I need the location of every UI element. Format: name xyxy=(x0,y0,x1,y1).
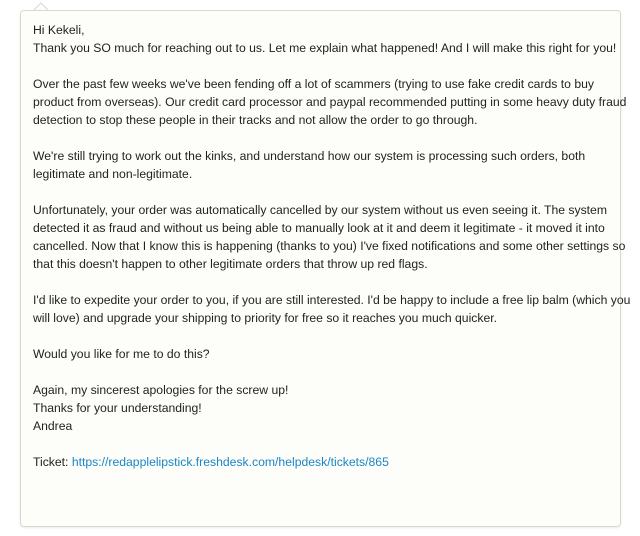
paragraph-line: cancelled. Now that I know this is happening (thanks to you) I've fixed notifications and some other settings so xyxy=(33,239,626,253)
paragraph-line: Would you like for me to do this? xyxy=(33,347,210,361)
signature: Andrea xyxy=(33,419,73,433)
ticket-link[interactable]: https://redapplelipstick.freshdesk.com/helpdesk/tickets/865 xyxy=(71,455,389,469)
paragraph-line: product from overseas). Our credit card processor and paypal recommended putting in some heavy duty fraud xyxy=(33,95,627,109)
greeting: Hi Kekeli, xyxy=(33,23,85,37)
paragraph-line: We're still trying to work out the kinks, and understand how our system is processing such orders, both xyxy=(33,149,586,163)
message-card xyxy=(20,10,631,527)
paragraph-line: that this doesn't happen to other legitimate orders that throw up red flags. xyxy=(33,257,428,271)
paragraph-gap xyxy=(33,273,613,291)
paragraph-line: Thank you SO much for reaching out to us. Let me explain what happened! And I will make this right for you! xyxy=(33,41,617,55)
ticket-label: Ticket: xyxy=(33,455,72,469)
paragraph-gap xyxy=(33,129,613,147)
paragraph-line: detected it as fraud and without us being able to manually look at it and deem it legitimate - it moved it into xyxy=(33,221,605,235)
paragraph-line: will love) and upgrade your shipping to priority for free so it reaches you much quicker. xyxy=(33,311,498,325)
paragraph-line: Unfortunately, your order was automatically cancelled by our system without us even seeing it. The system xyxy=(33,203,607,217)
paragraph-gap xyxy=(33,57,613,75)
paragraph-line: legitimate and non-legitimate. xyxy=(33,167,193,181)
sign-off-line: Thanks for your understanding! xyxy=(33,401,202,415)
paragraph-gap xyxy=(33,363,613,381)
paragraph-line: detection to stop these people in their tracks and not allow the order to go through. xyxy=(33,113,478,127)
paragraph-line: Over the past few weeks we've been fending off a lot of scammers (trying to use fake credit cards to buy xyxy=(33,77,594,91)
paragraph-gap xyxy=(33,183,613,201)
paragraph-gap xyxy=(33,327,613,345)
message-body xyxy=(33,21,631,471)
paragraph-line: I'd like to expedite your order to you, if you are still interested. I'd be happy to include a free lip balm (which you xyxy=(33,293,631,307)
ticket-row xyxy=(33,453,613,471)
paragraph-gap xyxy=(33,435,613,453)
sign-off-line: Again, my sincerest apologies for the screw up! xyxy=(33,383,289,397)
